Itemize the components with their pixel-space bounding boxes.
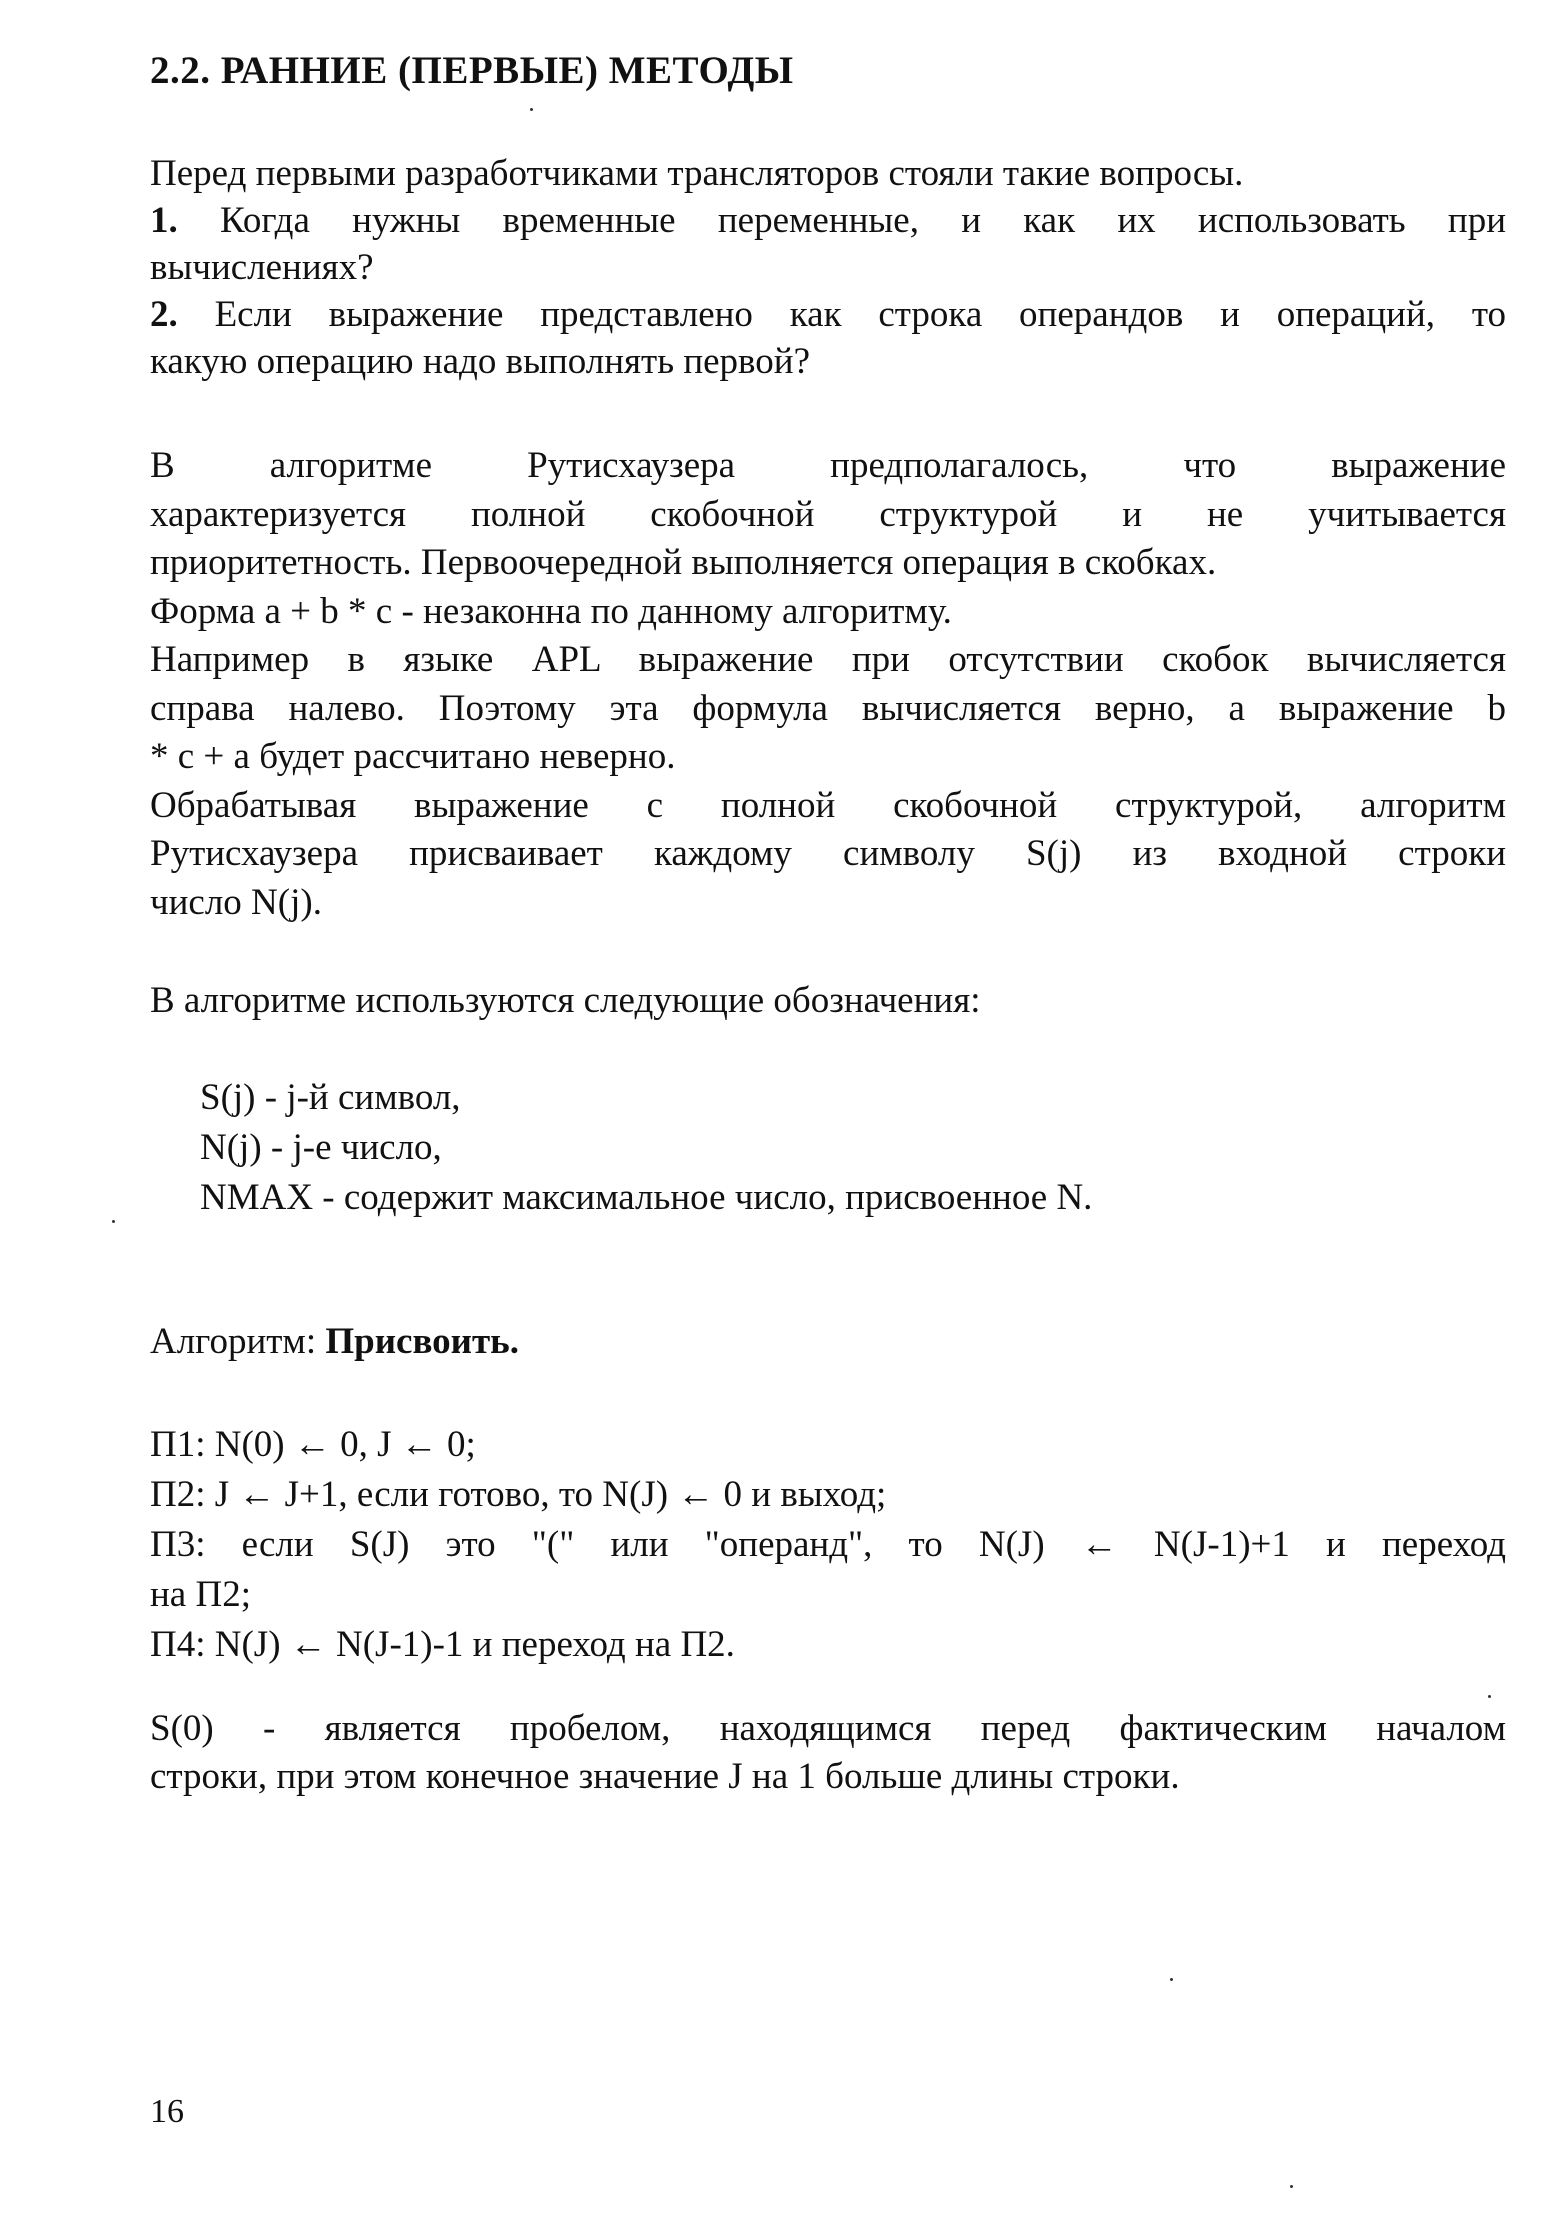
algorithm-prefix: Алгоритм: <box>150 1321 317 1362</box>
question-1-number: 1. <box>150 200 178 241</box>
rutishauser-paragraph <box>150 442 1506 927</box>
paragraph-line: Обрабатывая выражение с полной скобочной структурой, алгоритм <box>150 784 1506 826</box>
notation-item: S(j) - j-й символ, <box>200 1077 461 1118</box>
notation-item: N(j) - j-е число, <box>200 1127 442 1168</box>
question-2-line-1 <box>150 291 1506 338</box>
question-2-number: 2. <box>150 294 178 335</box>
paragraph-line: В алгоритме Рутисхаузера предполагалось, что выражение <box>150 445 1506 486</box>
algorithm-step-3-line-2: на П2; <box>150 1574 251 1615</box>
paragraph-line: Например в языке APL выражение при отсутствии скобок вычисляется <box>150 639 1506 680</box>
footnote-paragraph <box>150 1705 1506 1801</box>
paragraph-line: число N(j). <box>150 881 322 923</box>
algorithm-title <box>150 1318 1506 1365</box>
notation-list <box>200 1073 1092 1223</box>
algorithm-step-4: П4: N(J) ← N(J-1)-1 и переход на П2. <box>150 1624 735 1665</box>
scan-speck <box>1488 1695 1491 1698</box>
algorithm-steps <box>150 1420 1506 1670</box>
paragraph-line: Форма a + b * c - незаконна по данному алгоритму. <box>150 590 952 632</box>
scan-speck <box>530 108 533 111</box>
paragraph-line: приоритетность. Первоочередной выполняется операция в скобках. <box>150 542 1217 583</box>
scan-speck <box>1170 1978 1173 1981</box>
scan-speck <box>1290 2185 1293 2188</box>
section-heading: 2.2. РАННИЕ (ПЕРВЫЕ) МЕТОДЫ <box>150 49 794 92</box>
algorithm-step-1: П1: N(0) ← 0, J ← 0; <box>150 1424 476 1465</box>
paragraph-line: характеризуется полной скобочной структурой и не учитывается <box>150 493 1506 535</box>
question-2-text: Если выражение представлено как строка операндов и операций, то <box>214 294 1506 335</box>
algorithm-name: Присвоить. <box>325 1321 519 1362</box>
scan-speck <box>112 1220 115 1223</box>
question-2-line-2: какую операцию надо выполнять первой? <box>150 341 811 382</box>
page-number: 16 <box>150 2093 184 2130</box>
question-1-line-1 <box>150 197 1506 244</box>
algorithm-step-2: П2: J ← J+1, если готово, то N(J) ← 0 и выход; <box>150 1474 887 1515</box>
question-1-line-2: вычислениях? <box>150 247 374 288</box>
notation-intro-text: В алгоритме используются следующие обозначения: <box>150 980 981 1021</box>
question-1-text: Когда нужны временные переменные, и как их использовать при <box>220 200 1507 241</box>
notation-item: NMAX - содержит максимальное число, присвоенное N. <box>200 1177 1093 1218</box>
notation-intro <box>150 977 1506 1024</box>
footnote-line-1: S(0) - является пробелом, находящимся перед фактическим началом <box>150 1708 1506 1749</box>
paragraph-line: справа налево. Поэтому эта формула вычисляется верно, а выражение b <box>150 687 1506 729</box>
footnote-line-2: строки, при этом конечное значение J на 1 больше длины строки. <box>150 1756 1180 1797</box>
algorithm-step-3-line-1: П3: если S(J) это "(" или "операнд", то N(J) ← N(J-1)+1 и переход <box>150 1524 1506 1565</box>
paragraph-line: Рутисхаузера присваивает каждому символу S(j) из входной строки <box>150 833 1506 874</box>
intro-block <box>150 150 1506 385</box>
paragraph-line: * c + a будет рассчитано неверно. <box>150 736 676 777</box>
intro-line: Перед первыми разработчиками трансляторов стояли такие вопросы. <box>150 153 1244 194</box>
